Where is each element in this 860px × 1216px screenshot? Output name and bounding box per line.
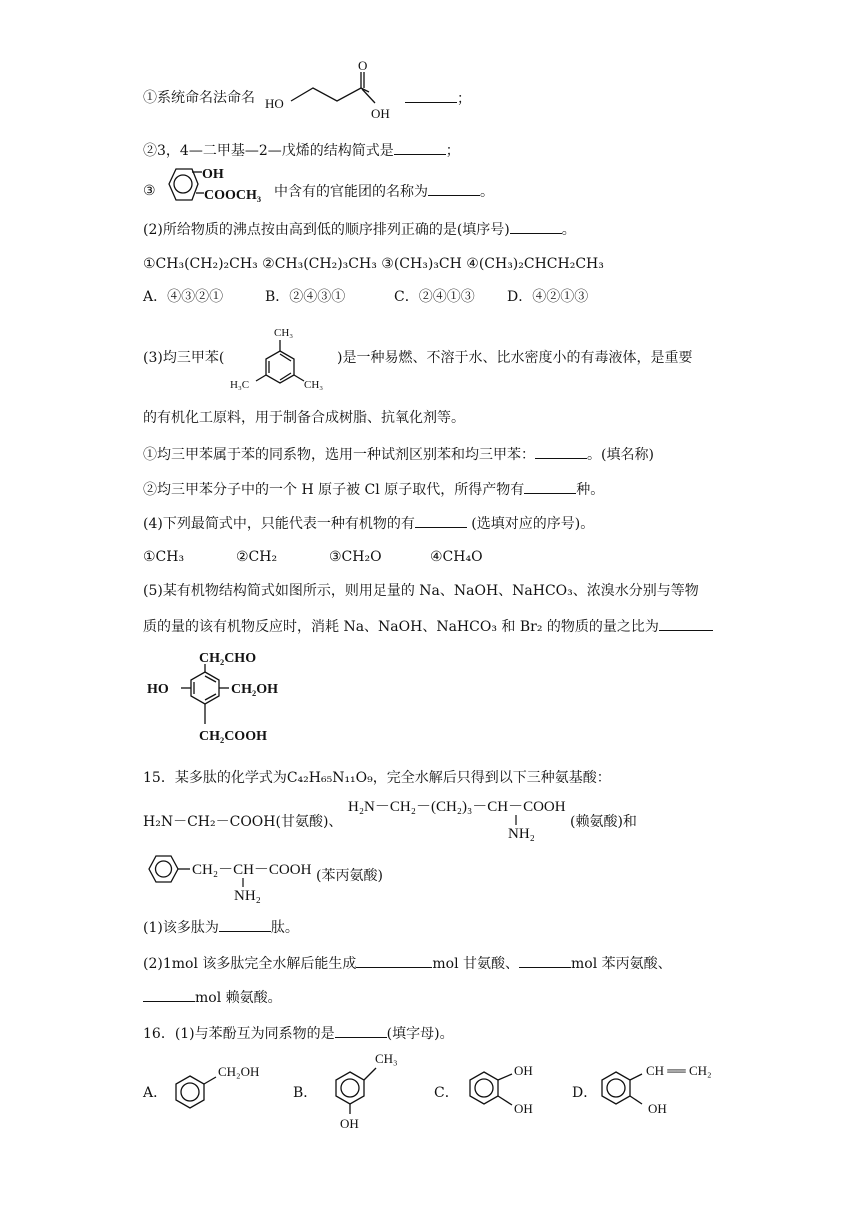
q14-q3-part2-suffix: 种。 (576, 482, 605, 498)
q14-q2-items: ①CH₃(CH₂)₂CH₃ ②CH₃(CH₂)₃CH₃ ③(CH₃)₃CH ④(CH₃)₂CHCH₂CH₃ (143, 256, 604, 272)
q14-part3-text: 中含有的官能团的名称为 (274, 184, 428, 200)
q15-q2 (143, 953, 672, 974)
q14-q2-stem-text: (2)所给物质的沸点按由高到低的顺序排列正确的是(填序号) (143, 222, 510, 238)
answer-blank[interactable] (510, 219, 562, 234)
answer-blank[interactable] (143, 987, 195, 1002)
answer-blank[interactable] (535, 444, 587, 459)
q14-part3-number (143, 181, 156, 201)
q14-q3-part1 (143, 444, 654, 465)
q14-q4-stem-suffix: (选填对应的序号)。 (466, 516, 595, 532)
q16-stem-suffix: (填字母)。 (386, 1026, 454, 1042)
q14-q2-option-a[interactable]: A．④③②① (143, 289, 224, 305)
q14-q3-part2 (143, 479, 604, 500)
q14-part3-suffix: 。 (480, 184, 494, 200)
q14-part1-suffix: ； (457, 91, 471, 107)
phenylalanine-chain: CH₂－CH－COOH (192, 862, 312, 878)
glycine-formula: H₂N－CH₂－COOH (143, 814, 276, 830)
answer-blank[interactable] (659, 616, 713, 631)
q16-stem-prefix: 16．(1)与苯酚互为同系物的是 (143, 1026, 335, 1042)
q16-option-b-label[interactable]: B． (293, 1085, 318, 1101)
q15-stem-suffix: ，完全水解后只得到以下三种氨基酸： (372, 770, 611, 786)
q14-q4-option-2: ②CH₂ (236, 549, 278, 565)
option-b-ch3: CH₃ (375, 1051, 398, 1066)
hydroxybutanoic-oh: OH (371, 106, 390, 121)
lysine-nh2: NH₂ (508, 826, 535, 842)
q14-part3 (274, 181, 494, 202)
answer-blank[interactable] (219, 917, 271, 932)
q5-ho: HO (147, 682, 169, 697)
hydroxybutanoic-acid-structure (265, 58, 405, 121)
q14-q3-prefix: (3)均三甲苯( (143, 350, 225, 366)
answer-blank[interactable] (356, 953, 432, 968)
q14-q3-part2-text: ②均三甲苯分子中的一个 H 原子被 Cl 原子取代，所得产物有 (143, 482, 525, 498)
q16-option-a-label[interactable]: A． (143, 1085, 168, 1101)
q15-q1-prefix: (1)该多肽为 (143, 920, 219, 936)
q14-q4-option-4: ④CH₄O (430, 549, 483, 565)
q15-q2-cont (143, 987, 282, 1008)
mesitylene-ch3-top: CH₃ (274, 327, 294, 339)
q14-q2-option-c[interactable]: C．②④①③ (394, 289, 475, 305)
answer-blank[interactable] (335, 1023, 387, 1038)
q14-q2-option-b[interactable]: B．②④③① (265, 289, 346, 305)
q5-ch2cooh: CH₂COOH (199, 729, 267, 744)
lysine-structure (348, 795, 574, 845)
option-c-catechol (462, 1058, 552, 1120)
lysine-name: (赖氨酸)和 (570, 814, 637, 830)
option-b-m-cresol (320, 1046, 410, 1132)
q14-q3-part1-suffix: 。(填名称) (587, 447, 654, 463)
answer-blank[interactable] (519, 953, 571, 968)
q15-glycine (143, 812, 342, 832)
salicylate-cooch3: COOCH₃ (204, 188, 262, 203)
hydroxybutanoic-ho: HO (265, 96, 284, 111)
option-b-oh: OH (340, 1116, 359, 1131)
phenylalanine-nh2: NH₂ (234, 888, 261, 904)
q14-q2-option-d[interactable]: D．④②①③ (507, 289, 589, 305)
q5-ch2oh: CH₂OH (231, 682, 278, 697)
q15-q2-mid2: mol 苯丙氨酸、 (571, 956, 672, 972)
q14-part3-num: ③ (143, 183, 156, 199)
option-d-vinylphenol (594, 1058, 724, 1120)
phenylalanine-name: (苯丙氨酸) (316, 868, 383, 884)
q14-q3-part1-text: ①均三甲苯属于苯的同系物，选用一种试剂区别苯和均三甲苯： (143, 447, 535, 463)
q14-part2-suffix: ； (445, 143, 460, 159)
q15-stem-prefix: 15．某多肽的化学式为 (143, 770, 287, 786)
glycine-name: (甘氨酸)、 (275, 814, 343, 830)
salicylate-oh: OH (202, 167, 224, 182)
phenylalanine-structure (146, 847, 318, 903)
q14-q4-stem-text: (4)下列最简式中，只能代表一种有机物的有 (143, 516, 415, 532)
answer-blank[interactable] (428, 181, 480, 196)
q15-q2-suffix: mol 赖氨酸。 (195, 990, 282, 1006)
q14-q4-stem (143, 513, 594, 534)
methyl-salicylate-structure (164, 166, 274, 208)
option-a-benzyl-alcohol (172, 1060, 282, 1120)
mesitylene-ch3-right: CH₃ (304, 379, 324, 391)
hydroxybutanoic-o: O (358, 58, 368, 73)
q14-q4-option-1: ①CH₃ (143, 549, 185, 565)
q14-q2-stem-suffix: 。 (561, 222, 576, 238)
q15-q2-mid1: mol 甘氨酸、 (432, 956, 520, 972)
q14-q5-line2-text: 质的量的该有机物反应时，消耗 Na、NaOH、NaHCO₃ 和 Br₂ 的物质的量之比为 (143, 619, 659, 635)
mesitylene-ch3-left: H₃C (230, 379, 250, 391)
option-a-ch2oh: CH₂OH (218, 1064, 260, 1079)
answer-blank[interactable] (394, 140, 446, 155)
q14-q2-stem (143, 219, 576, 240)
q14-part2 (143, 140, 460, 161)
q14-part1-prefix: ①系统命名法命名 (143, 90, 255, 106)
q15-stem (143, 768, 611, 788)
q16-stem (143, 1023, 454, 1044)
option-c-oh-bottom: OH (514, 1101, 533, 1116)
q14-q5-line1: (5)某有机物结构简式如图所示，则用足量的 Na、NaOH、NaHCO₃、浓溴水分别与等物 (143, 583, 699, 599)
q14-q5-line2 (143, 616, 713, 637)
q14-part1-answer (405, 88, 471, 109)
q15-formula: C₄₂H₆₅N₁₁O₉ (286, 770, 373, 786)
q5-ch2cho: CH₂CHO (199, 651, 257, 666)
q16-option-d-label[interactable]: D． (572, 1085, 598, 1101)
option-c-oh-top: OH (514, 1063, 533, 1078)
q14-q3-suffix: )是一种易燃、不溶于水、比水密度小的有毒液体，是重要 (337, 350, 693, 366)
answer-blank[interactable] (524, 479, 576, 494)
lysine-chain: H₂N－CH₂－(CH₂)₃－CH－COOH (348, 799, 566, 815)
answer-blank[interactable] (415, 513, 467, 528)
q15-q2-prefix: (2)1mol 该多肽完全水解后能生成 (143, 956, 357, 972)
q14-q4-option-3: ③CH₂O (329, 549, 382, 565)
q16-option-c-label[interactable]: C． (434, 1085, 459, 1101)
q14-q3-continuation: 的有机化工原料，用于制备合成树脂、抗氧化剂等。 (143, 410, 465, 426)
q14-part1 (143, 88, 255, 108)
q15-q1 (143, 917, 299, 938)
q14-part2-prefix: ②3，4—二甲基—2—戊烯的结构简式是 (143, 143, 394, 159)
q5-molecule-structure (147, 648, 307, 748)
q15-q1-suffix: 肽。 (270, 920, 299, 936)
mesitylene-structure (228, 324, 338, 394)
answer-blank[interactable] (405, 88, 457, 103)
option-d-vinyl: CH ══ CH₂ (646, 1063, 712, 1078)
option-d-oh: OH (648, 1101, 667, 1116)
